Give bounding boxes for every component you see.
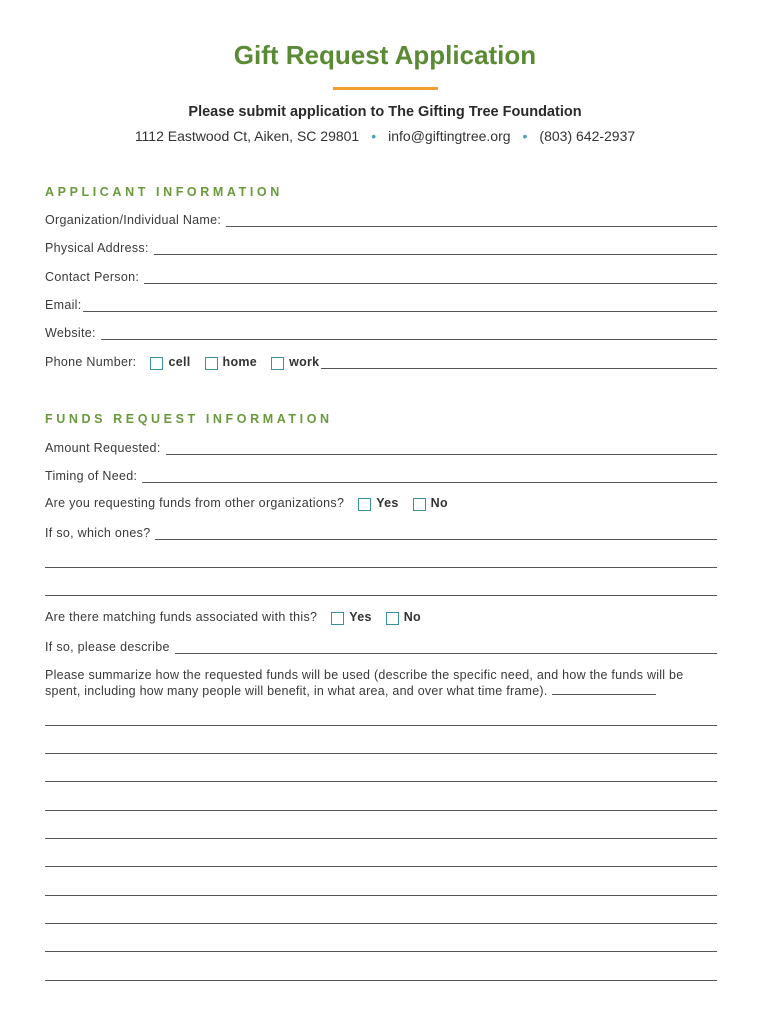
name-input[interactable] [226,212,717,227]
email-field-row [45,297,717,312]
summary-line[interactable] [45,895,717,896]
summary-line[interactable] [45,781,717,782]
website-field-row [45,325,717,340]
email-input[interactable] [83,297,717,312]
home-option-label: home [222,355,258,369]
summary-line[interactable] [45,951,717,952]
summary-line[interactable] [45,810,717,811]
summary-question [45,667,717,699]
summary-line[interactable] [45,923,717,924]
address-label: Physical Address: [45,241,149,255]
timing-label: Timing of Need: [45,469,138,483]
email-label: Email: [45,298,82,312]
contact-person-field-row [45,269,717,284]
name-field-row [45,212,717,227]
summary-line[interactable] [45,753,717,754]
separator-dot: • [522,128,528,144]
work-option-label: work [289,355,320,369]
contact-person-label: Contact Person: [45,270,140,284]
name-label: Organization/Individual Name: [45,213,222,227]
other-orgs-yes-checkbox[interactable] [358,498,371,511]
foundation-address: 1112 Eastwood Ct, Aiken, SC 29801 [134,128,360,144]
summary-line[interactable] [45,866,717,867]
matching-question-row [45,610,421,624]
other-orgs-no-checkbox[interactable] [413,498,426,511]
other-orgs-no-label: No [430,496,448,510]
website-label: Website: [45,326,96,340]
contact-line [0,128,770,144]
phone-field-row [45,354,717,369]
cell-checkbox[interactable] [150,357,163,370]
contact-person-input[interactable] [144,269,717,284]
submission-instruction: Please submit application to The Gifting Tree Foundation [188,104,582,120]
summary-label: Please summarize how the requested funds will be used (describe the specific need, and how the funds will be spent, including how many people will benefit, in what area, and over what time frame). [45,668,684,698]
matching-no-checkbox[interactable] [386,612,399,625]
which-orgs-extra-line[interactable] [45,595,717,596]
section-heading-applicant: APPLICANT INFORMATION [45,185,283,199]
summary-line[interactable] [45,980,717,981]
summary-line[interactable] [45,725,717,726]
section-heading-funds: FUNDS REQUEST INFORMATION [45,412,333,426]
website-input[interactable] [101,325,717,340]
matching-yes-checkbox[interactable] [331,612,344,625]
timing-input[interactable] [142,468,717,483]
describe-input[interactable] [175,639,717,654]
page-title: Gift Request Application [233,40,537,70]
phone-label: Phone Number: [45,355,137,369]
work-checkbox[interactable] [271,357,284,370]
amount-input[interactable] [166,440,717,455]
other-orgs-label: Are you requesting funds from other organizations? [45,496,345,510]
amount-field-row [45,440,717,455]
address-input[interactable] [154,240,717,255]
matching-yes-label: Yes [349,610,372,624]
matching-label: Are there matching funds associated with this? [45,610,318,624]
which-orgs-input[interactable] [155,525,717,540]
title-underline [333,87,438,90]
other-orgs-question-row [45,496,448,510]
summary-input-start[interactable] [552,683,656,695]
describe-field-row [45,639,717,654]
summary-line[interactable] [45,838,717,839]
address-field-row [45,240,717,255]
other-orgs-yes-label: Yes [376,496,399,510]
describe-label: If so, please describe [45,640,170,654]
which-orgs-extra-line[interactable] [45,567,717,568]
foundation-email[interactable]: info@giftingtree.org [388,128,511,144]
amount-label: Amount Requested: [45,441,161,455]
cell-option-label: cell [168,355,191,369]
foundation-phone: (803) 642-2937 [539,128,636,144]
which-orgs-label: If so, which ones? [45,526,151,540]
separator-dot: • [371,128,377,144]
timing-field-row [45,468,717,483]
matching-no-label: No [403,610,421,624]
which-orgs-field-row [45,525,717,540]
phone-input[interactable] [321,354,717,369]
home-checkbox[interactable] [205,357,218,370]
